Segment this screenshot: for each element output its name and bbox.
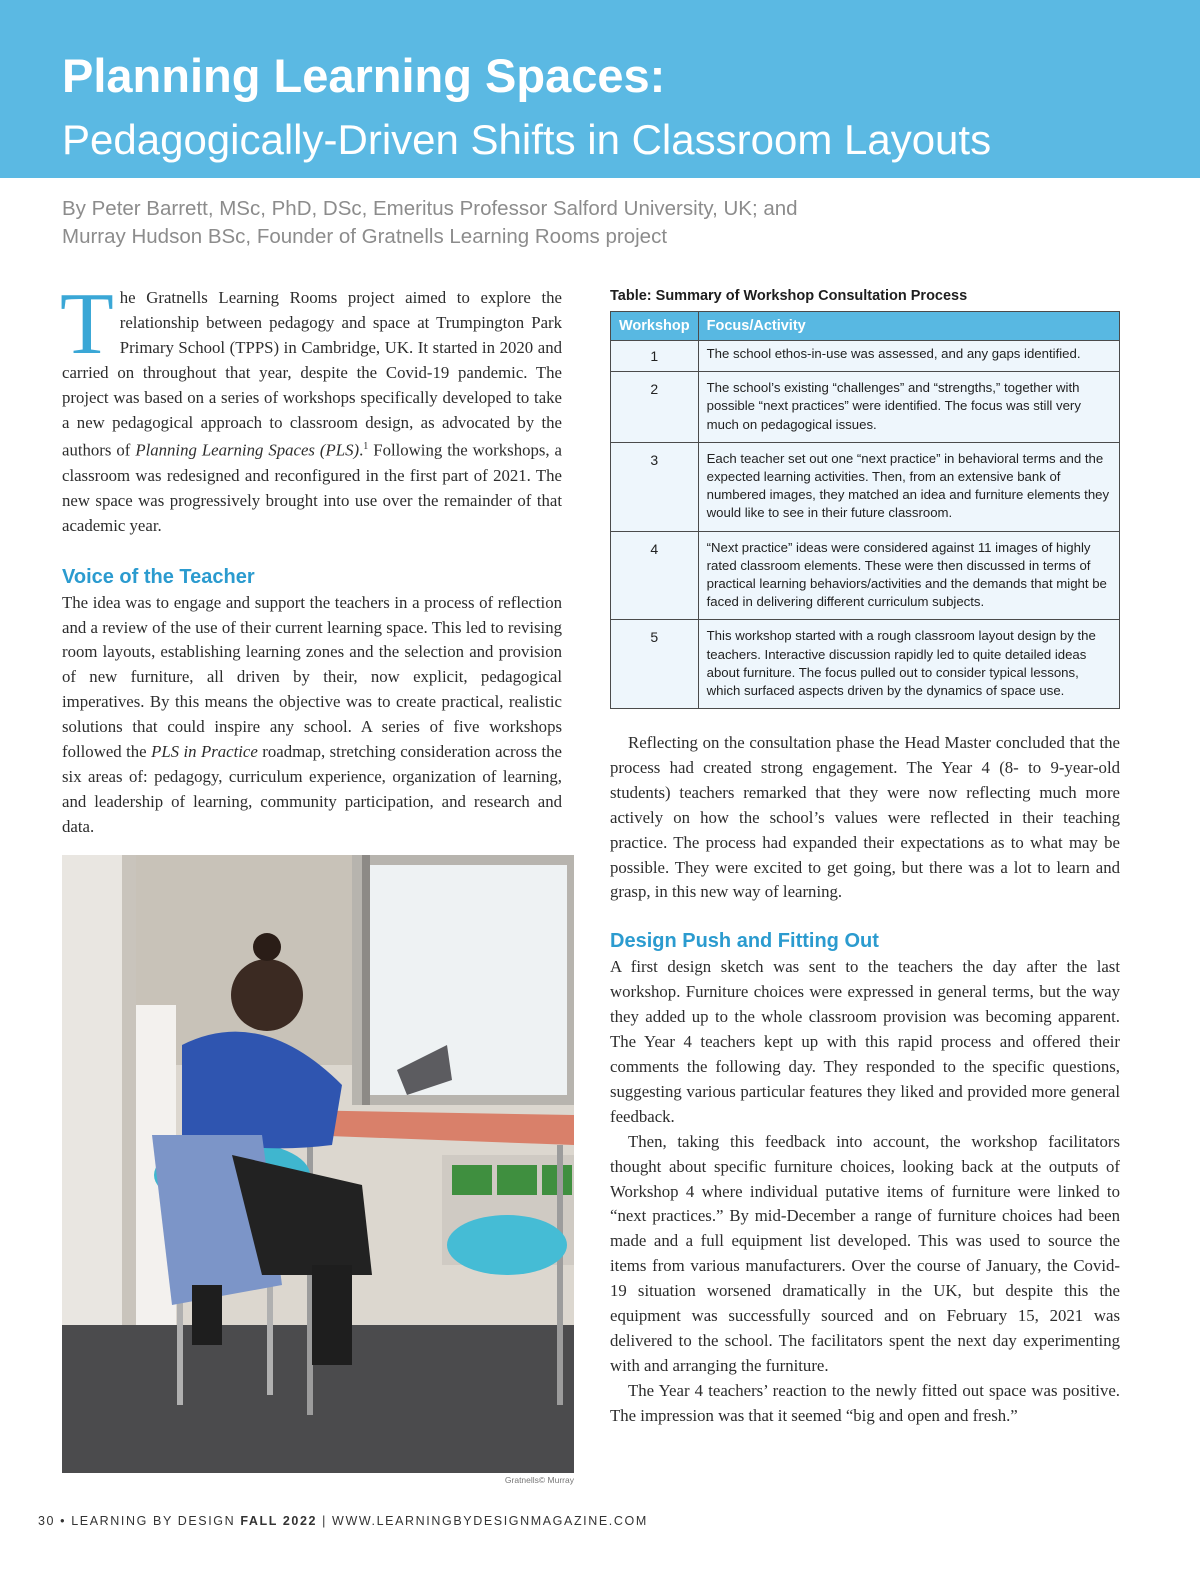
workshop-activity: The school ethos-in-use was assessed, and any gaps identified. [698, 341, 1119, 372]
design-paragraph-2: Then, taking this feedback into account, the workshop facilitators thought about specific furniture choices, looking back at the outputs of Workshop 4 where individual putative items of furniture were linked to “next practices.” By mid-December a range of furniture choices had been made and a full equipment list developed. This was used to source the items from various manufacturers. Over the course of January, the Covid-19 situation worsened dramatically in the UK, but despite this the equipment was successfully sourced and on February 15, 2021 was delivered to the school. The facilitators spent the next day experimenting with and arranging the furniture. [610, 1131, 1120, 1375]
footnote-ref: 1 [363, 441, 369, 453]
magazine-name: LEARNING BY DESIGN [71, 1514, 236, 1528]
voice-italic: PLS in Practice [151, 742, 258, 762]
voice-text-2: roadmap, stretching consideration across the six areas of: pedagogy, curriculum experience, organization of learning, and leadership of learning, community participation, and research and data. [62, 742, 563, 836]
intro-text-2: Following the workshops, a classroom was redesigned and reconfigured in the first part of 2021. The new space was progressively brought into use over the remainder of that academic year. [62, 441, 563, 535]
photo-credit: Gratnells© Murray [504, 1475, 574, 1485]
workshop-activity: This workshop started with a rough classroom layout design by the teachers. Interactive discussion rapidly led to quite detailed ideas about furniture. The focus pulled out to consider typical lessons, which surfaced aspects driven by the dynamics of space use. [698, 620, 1119, 709]
workshop-number: 1 [611, 341, 699, 372]
workshop-number: 3 [611, 442, 699, 531]
intro-italic: Planning Learning Spaces (PLS) [135, 441, 360, 461]
workshop-table [610, 311, 1120, 709]
voice-text-1: The idea was to engage and support the teachers in a process of reflection and a review of the use of their current learning space. This led to revising room layouts, establishing learning zones and the selection and provision of new furniture, all driven by their, now explicit, pedagogical imperatives. By this means the objective was to create practical, realistic solutions that could inspire any school. A series of five workshops followed the [62, 592, 562, 762]
intro-paragraph: The Gratnells Learning Rooms project aimed to explore the relationship between pedagogy and space at Trumpington Park Primary School (TPPS) in Cambridge, UK. It started in 2020 and carried on throughout that year, despite the Covid-19 pandemic. The project was based on a series of workshops specifically developed to take a new pedagogical approach to classroom design, as advocated by the authors of Planning Learning Spaces (PLS).$^1$ Following the workshops, a classroom was redesigned and reconfigured in the first part of 2021. The new space was progressively brought into use over the remainder of that academic year. [60, 276, 563, 535]
workshop-number: 2 [611, 372, 699, 443]
page-number: 30 [38, 1514, 56, 1528]
title-banner [0, 0, 1200, 178]
section-heading-design: Design Push and Fitting Out [610, 930, 879, 953]
intro-text-1: The Gratnells Learning Rooms project aimed to explore the relationship between pedagogy and space at Trumpington Park Primary School (TPPS) in Cambridge, UK. It started in 2020 and carried on throughout that year, despite the Covid-19 pandemic. The project was based on a series of workshops specifically developed to take a new pedagogical approach to classroom design, as advocated by the authors of [60, 276, 562, 461]
byline-line-2: Murray Hudson BSc, Founder of Gratnells Learning Rooms project [62, 225, 668, 248]
table-header-row [611, 312, 1120, 341]
byline [62, 195, 962, 251]
column-header-focus: Focus/Activity [698, 312, 1119, 341]
design-paragraph-1: A first design sketch was sent to the teachers the day after the last workshop. Furniture choices were expressed in general terms, but the way they added up to the whole classroom provision was becoming apparent. The Year 4 teachers kept up with this rapid process and offered their comments the following day. They responded to the specific questions, suggesting various particular features they liked and provided more general feedback. [610, 957, 1120, 1126]
workshop-activity: Each teacher set out one “next practice” in behavioral terms and the expected learning activities. Then, from an extensive bank of numbered images, they matched an idea and furniture elements they would like to see in their future classroom. [698, 442, 1119, 531]
table-row [611, 620, 1120, 709]
column-header-workshop: Workshop [611, 312, 699, 341]
table-row [611, 531, 1120, 620]
table-row [611, 372, 1120, 443]
classroom-illustration [62, 855, 574, 1473]
reflect-paragraph: Reflecting on the consultation phase the Head Master concluded that the process had created strong engagement. The Year 4 (8- to 9-year-old students) teachers remarked that they were now reflecting much more actively on how the school’s values were reflected in their teaching practice. The process had expanded their expectations as to what may be possible. They were excited to get going, but there was a lot to learn and grasp, in this new way of learning. [610, 733, 1120, 902]
workshop-number: 5 [611, 620, 699, 709]
page-footer: 30 • LEARNING BY DESIGN FALL 2022 | WWW.LEARNINGBYDESIGNMAGAZINE.COM [38, 1514, 648, 1528]
table-caption: Table: Summary of Workshop Consultation Process [610, 288, 968, 304]
voice-paragraph [62, 591, 562, 840]
issue-label: FALL 2022 [240, 1514, 318, 1528]
design-paragraph-3: The Year 4 teachers’ reaction to the newly fitted out space was positive. The impression was that it seemed “big and open and fresh.” [610, 1380, 1120, 1425]
page-title: Planning Learning Spaces: [62, 49, 666, 102]
page-subtitle: Pedagogically-Driven Shifts in Classroom Layouts [62, 116, 992, 163]
left-column [60, 276, 563, 840]
classroom-photo [62, 855, 574, 1473]
right-column [610, 731, 1120, 1429]
workshop-activity: “Next practice” ideas were considered against 11 images of highly rated classroom elements. These were then discussed in terms of practical learning behaviors/activities and the demands that might be faced in delivering different curriculum subjects. [698, 531, 1119, 620]
table-row [611, 442, 1120, 531]
workshop-table-container [610, 287, 1120, 709]
workshop-number: 4 [611, 531, 699, 620]
section-heading-voice: Voice of the Teacher [62, 565, 255, 588]
byline-line-1: By Peter Barrett, MSc, PhD, DSc, Emeritus Professor Salford University, UK; and [62, 197, 798, 220]
table-row [611, 341, 1120, 372]
magazine-url: WWW.LEARNINGBYDESIGNMAGAZINE.COM [332, 1514, 648, 1528]
workshop-activity: The school’s existing “challenges” and “strengths,” together with possible “next practices” were identified. The focus was still very much on pedagogical issues. [698, 372, 1119, 443]
